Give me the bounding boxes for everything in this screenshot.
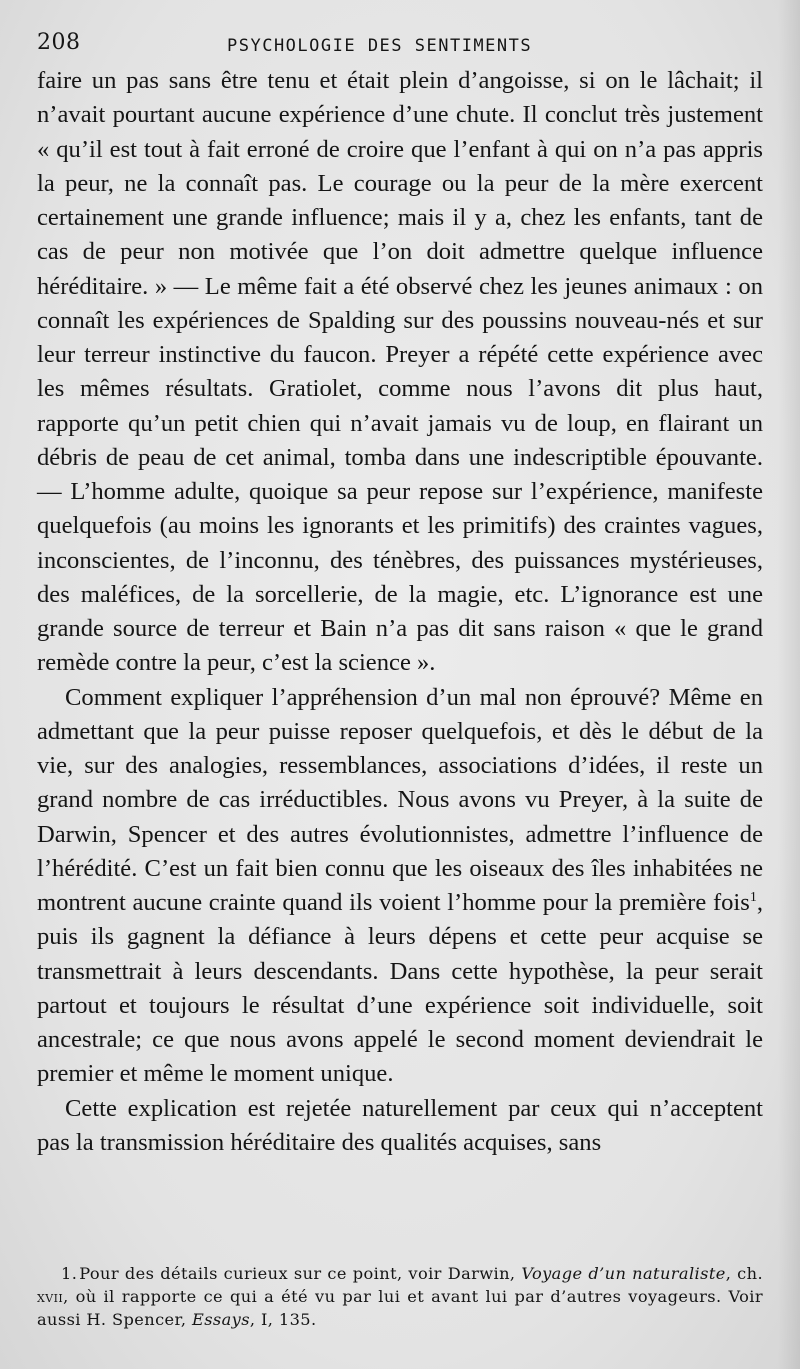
- page-header: [37, 30, 763, 64]
- footnote-text-1: Pour des détails curieux sur ce point, voir Darwin,: [79, 1264, 522, 1283]
- footnote-text-3: , où il rapporte ce qui a été vu par lui et avant lui par d’autres voyageurs. Voir aussi H. Spencer,: [37, 1287, 763, 1329]
- paragraph-2-part-1: Comment expliquer l’appréhension d’un mal non éprouvé? Même en admettant que la peur puisse reposer quelquefois, et dès le début de la vie, sur des analogies, ressemblances, associations d’idées, il reste un grand nombre de cas irréductibles. Nous avons vu Preyer, à la suite de Darwin, Spencer et des autres évolutionnistes, admettre l’influence de l’hérédité. C’est un fait bien connu que les oiseaux des îles inhabitées ne montrent aucune crainte quand ils voient l’homme pour la première fois: [37, 683, 763, 916]
- paragraph-3: Cette explication est rejetée naturellement par ceux qui n’acceptent pas la transmission héréditaire des qualités acquises, sans: [37, 1094, 763, 1156]
- paragraph-1: faire un pas sans être tenu et était plein d’angoisse, si on le lâchait; il n’avait pourtant aucune expérience d’une chute. Il conclut très justement « qu’il est tout à fait erroné de croire que l’enfant à qui on n’a pas appris la peur, ne la connaît pas. Le courage ou la peur de la mère exercent certainement une grande influence; mais il y a, chez les enfants, tant de cas de peur non motivée que l’on doit admettre quelque influence héréditaire. » — Le même fait a été observé chez les jeunes animaux : on connaît les expériences de Spalding sur des poussins nouveau-nés et sur leur terreur instinctive du faucon. Preyer a répété cette expérience avec les mêmes résultats. Gratiolet, comme nous l’avons dit plus haut, rapporte qu’un petit chien qui n’avait jamais vu de loup, en flairant un débris de peau de cet animal, tomba dans une indescriptible épouvante. — L’homme adulte, quoique sa peur repose sur l’expérience, manifeste quelquefois (au moins les ignorants et les primitifs) des craintes vagues, inconscientes, de l’inconnu, des ténèbres, des puissances mystérieuses, des maléfices, de la sorcellerie, de la magie, etc. L’ignorance est une grande source de terreur et Bain n’a pas dit sans raison « que le grand remède contre la peur, c’est la science ».: [37, 67, 763, 677]
- paragraph-2: [37, 681, 763, 1092]
- page-edge-shadow: [778, 0, 800, 1369]
- body-text: [37, 64, 763, 1160]
- footnote-1: [37, 1262, 763, 1331]
- running-head: PSYCHOLOGIE DES SENTIMENTS: [227, 36, 533, 56]
- footnote-book-title: Voyage d’un naturaliste: [521, 1264, 726, 1283]
- footnote-chapter: xvii: [37, 1287, 64, 1306]
- footnotes: [37, 1262, 763, 1331]
- book-page: [37, 30, 763, 1160]
- page-number: 208: [37, 30, 81, 55]
- footnote-text-2: , ch.: [725, 1264, 763, 1283]
- footnote-essays-title: Essays: [191, 1310, 250, 1329]
- footnote-text-4: , I, 135.: [249, 1310, 317, 1329]
- footnote-reference: 1: [749, 890, 757, 905]
- footnote-number: 1.: [61, 1264, 78, 1283]
- paragraph-2-part-2: , puis ils gagnent la défiance à leurs dépens et cette peur acquise se transmettrait à leurs descendants. Dans cette hypothèse, la peur serait partout et toujours le résultat d’une expérience soit individuelle, soit ancestrale; ce que nous avons appelé le second moment deviendrait le premier et même le moment unique.: [37, 889, 763, 1088]
